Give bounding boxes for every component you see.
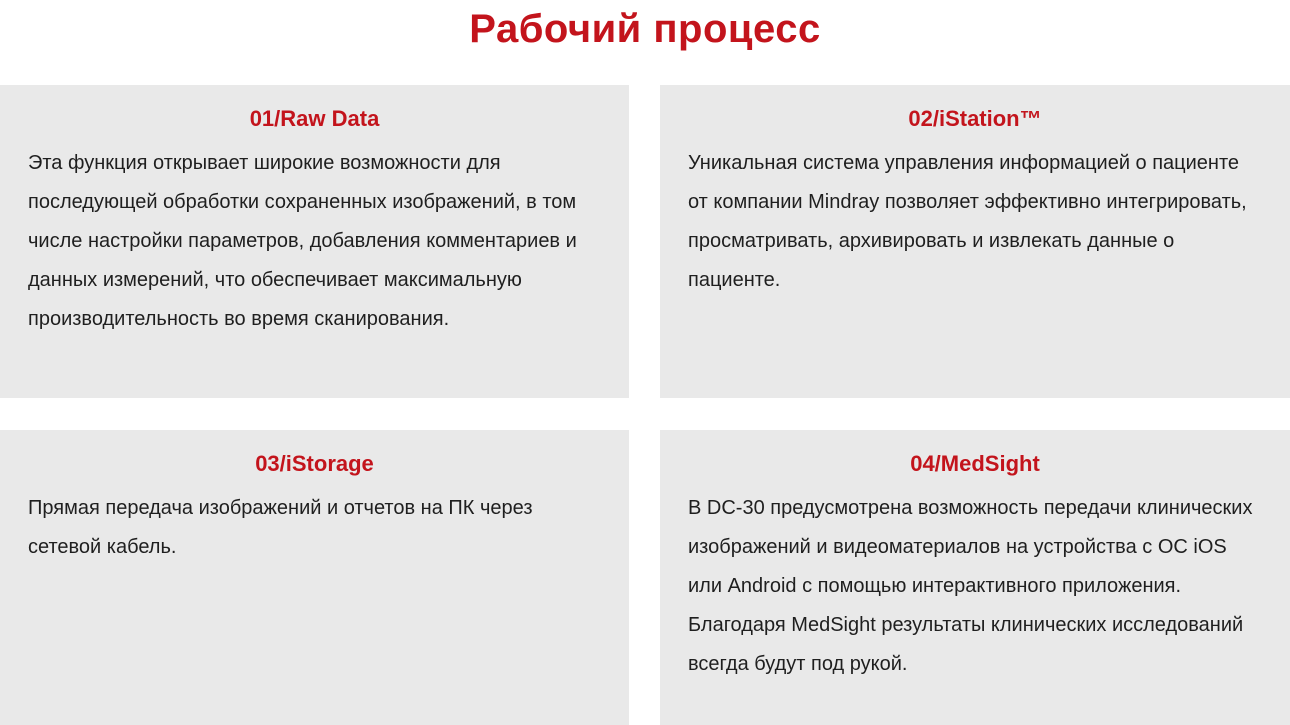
card-raw-data-body: Эта функция открывает широкие возможности для последующей обработки сохраненных изображений, в том числе настройки параметров, добавления комментариев и данных измерений, что обеспечивает максимальную производительность во время сканирования. bbox=[28, 151, 577, 330]
card-istorage-body: Прямая передача изображений и отчетов на ПК через сетевой кабель. bbox=[28, 496, 533, 558]
card-istorage bbox=[0, 430, 629, 725]
card-medsight-body: В DC-30 предусмотрена возможность передачи клинических изображений и видеоматериалов на устройства с ОС iOS или Android с помощью интерактивного приложения. Благодаря MedSight результаты клинических исследований всегда будут под рукой. bbox=[688, 496, 1253, 675]
card-raw-data bbox=[0, 85, 629, 398]
page-title: Рабочий процесс bbox=[469, 7, 821, 51]
card-medsight bbox=[660, 430, 1290, 725]
card-istation-heading: 02/iStation™ bbox=[908, 106, 1042, 131]
card-istorage-heading: 03/iStorage bbox=[255, 451, 374, 476]
card-istation-body: Уникальная система управления информацией о пациенте от компании Mindray позволяет эффективно интегрировать, просматривать, архивировать и извлекать данные о пациенте. bbox=[688, 151, 1247, 291]
card-istation bbox=[660, 85, 1290, 398]
card-medsight-heading: 04/MedSight bbox=[910, 451, 1040, 476]
workflow-grid bbox=[0, 85, 1290, 725]
card-raw-data-heading: 01/Raw Data bbox=[249, 106, 380, 131]
